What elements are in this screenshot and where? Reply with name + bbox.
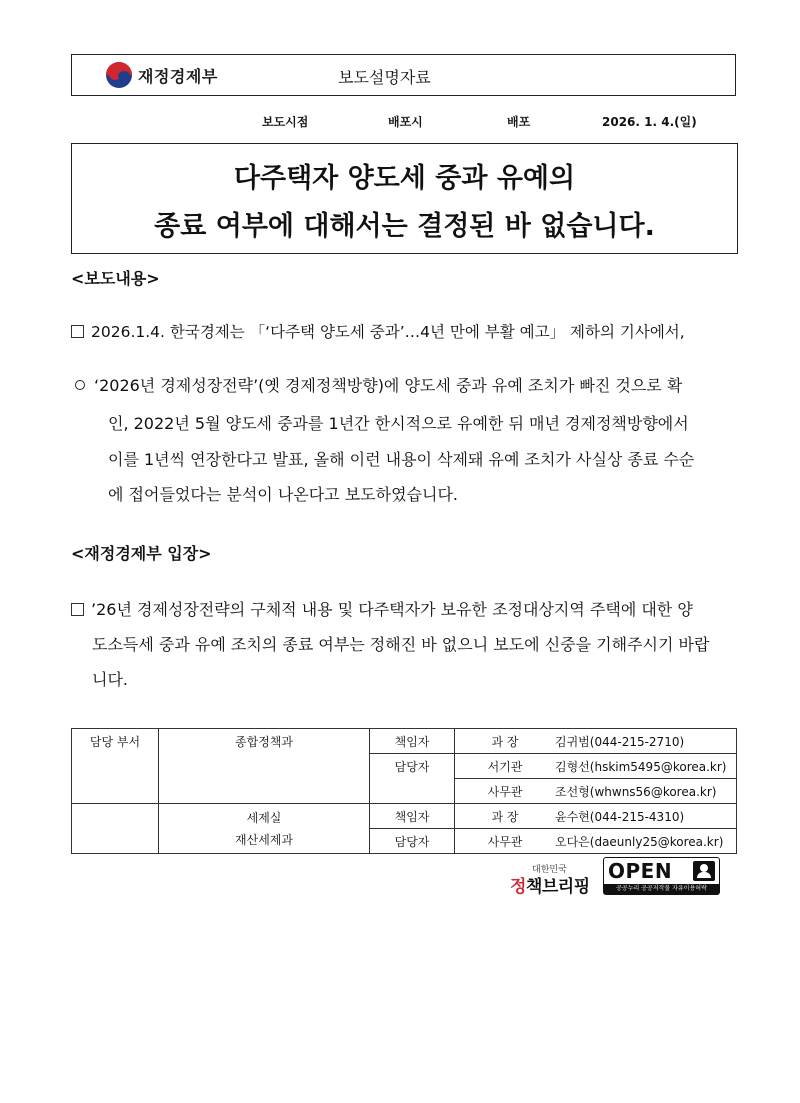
doc-type: 보도설명자료 bbox=[338, 68, 431, 87]
contact-role: 책임자 bbox=[370, 804, 455, 829]
open-text: OPEN bbox=[608, 859, 673, 883]
contact-name: 조선형(whwns56@korea.kr) bbox=[555, 784, 717, 799]
dept-name-line-1: 세제실 bbox=[246, 810, 282, 825]
title-line-2: 종료 여부에 대해서는 결정된 바 없습니다. bbox=[154, 211, 655, 242]
contact-name: 윤수현(044-215-4310) bbox=[555, 809, 685, 824]
report-detail-line-3: 이를 1년씩 연장한다고 발표, 올해 이런 내용이 삭제돼 유예 조치가 사실상 종료 수순 bbox=[108, 450, 695, 469]
contact-person bbox=[455, 804, 737, 829]
dept-label: 담당 부서 bbox=[72, 729, 159, 804]
contact-name: 김형선(hskim5495@korea.kr) bbox=[555, 759, 727, 774]
title-box bbox=[71, 143, 738, 254]
title-line-1: 다주택자 양도세 중과 유예의 bbox=[233, 163, 576, 194]
contact-person bbox=[455, 829, 737, 854]
contact-person bbox=[455, 729, 737, 754]
release-info bbox=[0, 113, 800, 133]
release-time-label: 보도시점 bbox=[262, 115, 309, 129]
ministry-name: 재정경제부 bbox=[138, 66, 218, 86]
release-time-value: 배포시 bbox=[388, 115, 423, 129]
attribution-icon bbox=[693, 861, 715, 881]
contact-role: 책임자 bbox=[370, 729, 455, 754]
contact-table bbox=[71, 728, 737, 854]
contact-name: 오다은(daeunly25@korea.kr) bbox=[555, 834, 724, 849]
circle-bullet-icon bbox=[75, 380, 85, 390]
contact-title: 서기관 bbox=[487, 759, 523, 774]
distribution-label: 배포 bbox=[507, 115, 531, 129]
position-line-2: 도소득세 중과 유예 조치의 종료 여부는 정해진 바 없으니 보도에 신중을 기해주시기 바랍 bbox=[92, 635, 710, 654]
table-row bbox=[72, 804, 737, 829]
briefing-rest: 책브리핑 bbox=[525, 877, 590, 897]
contact-role: 담당자 bbox=[370, 754, 455, 804]
briefing-main-text bbox=[510, 872, 590, 897]
report-summary-text: 2026.1.4. 한국경제는 「‘다주택 양도세 중과’…4년 만에 부활 예고」 제하의 기사에서, bbox=[91, 323, 685, 341]
square-bullet-icon bbox=[71, 325, 84, 338]
dept-label-empty bbox=[72, 804, 159, 854]
header-box bbox=[71, 54, 736, 96]
square-bullet-icon bbox=[71, 603, 84, 616]
section-heading-report: <보도내용> bbox=[71, 269, 160, 288]
dept-name-line-2: 재산세제과 bbox=[235, 832, 293, 847]
table-row bbox=[72, 729, 737, 754]
briefing-small-text: 대한민국 bbox=[532, 865, 567, 875]
position-line-1 bbox=[71, 597, 693, 620]
open-sub-text: 공공누리 공공저작물 자유이용허락 bbox=[604, 884, 719, 894]
ministry-logo bbox=[106, 62, 218, 88]
contact-title: 과 장 bbox=[491, 734, 519, 749]
contact-person bbox=[455, 779, 737, 804]
section-heading-position: <재정경제부 입장> bbox=[71, 544, 212, 563]
contact-title: 사무관 bbox=[487, 834, 523, 849]
report-detail-line-2: 인, 2022년 5월 양도세 중과를 1년간 한시적으로 유예한 뒤 매년 경제정책방향에서 bbox=[108, 414, 689, 433]
policy-briefing-logo bbox=[510, 862, 596, 898]
position-line-3: 니다. bbox=[92, 670, 128, 689]
report-summary bbox=[71, 320, 685, 342]
contact-title: 과 장 bbox=[491, 809, 519, 824]
taegeuk-icon bbox=[106, 62, 132, 88]
dept-name: 종합정책과 bbox=[159, 729, 370, 804]
contact-title: 사무관 bbox=[487, 784, 523, 799]
report-detail-line-1 bbox=[75, 373, 682, 396]
contact-role: 담당자 bbox=[370, 829, 455, 854]
report-detail-text: ‘2026년 경제성장전략’(옛 경제정책방향)에 양도세 중과 유예 조치가 빠진 것으로 확 bbox=[94, 376, 683, 395]
contact-person bbox=[455, 754, 737, 779]
distribution-date: 2026. 1. 4.(일) bbox=[602, 115, 697, 129]
dept-name bbox=[159, 804, 370, 854]
briefing-accent: 정 bbox=[510, 877, 526, 897]
kogl-open-badge bbox=[603, 857, 720, 895]
position-text: ’26년 경제성장전략의 구체적 내용 및 다주택자가 보유한 조정대상지역 주택에 대한 양 bbox=[91, 600, 693, 619]
report-detail-line-4: 에 접어들었다는 분석이 나온다고 보도하였습니다. bbox=[108, 485, 459, 504]
contact-name: 김귀범(044-215-2710) bbox=[555, 734, 685, 749]
